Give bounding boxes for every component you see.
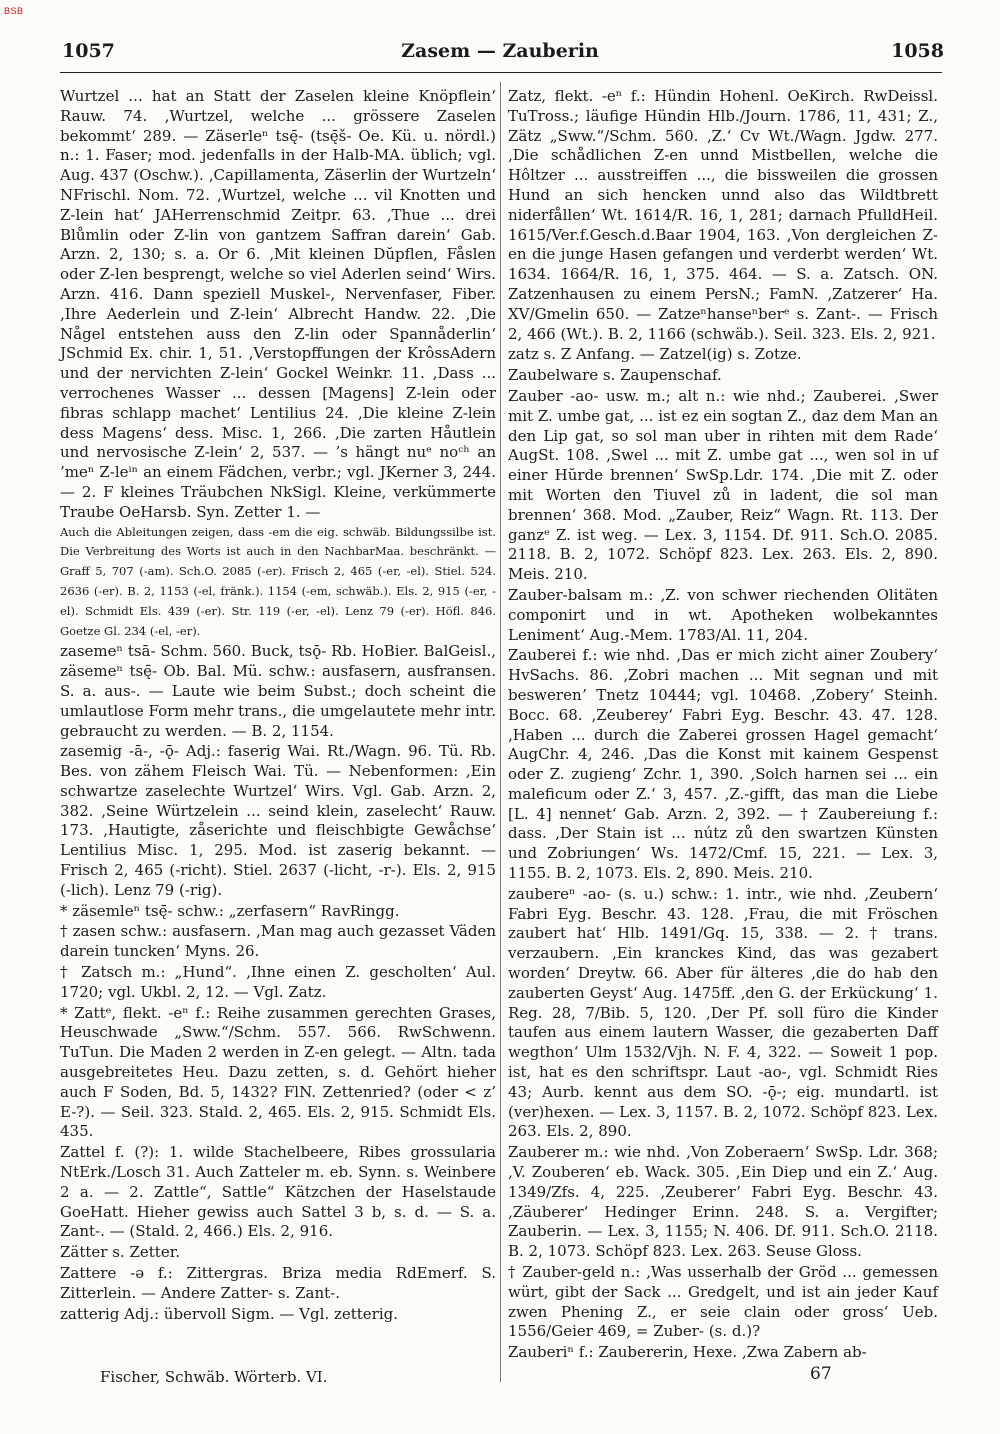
entry-zaserle: Wurtzel ... hat an Statt der Zaselen kleine Knöpflein‘ Rauw. 74. ‚Wurtzel, welche ... grössere Zaselen bekommt‘ 289. — Zäserleⁿ tsę̄- (tsę̄š- Oe. Kü. u. nördl.) n.: 1. Faser; mod. jedenfalls in der Halb-MA. üblich; vgl. Aug. 437 (Oschw.). ‚Capillamenta, Zäserlin der Wurtzeln‘ NFrischl. Nom. 72. ‚Wurtzel, welche ... vil Knotten und Z-lein hat‘ JAHerrenschmid Zeitpr. 63. ‚Thue ... drei Blůmlin oder Z-lin von gantzem Saffran darein‘ Gab. Arzn. 2, 130; s. a. Or 6. ‚Mit kleinen Dŭpflen, Fåslen oder Z-len besprengt, welche so viel Aderlen seind‘ Wirs. Arzn. 416. Dann speziell Muskel-, Nervenfaser, Fiber. ‚Ihre Aederlein und Z-lein‘ Albrecht Handw. 22. ‚Die Någel entstehen auss den Z-lin oder Spannåderlin‘ JSchmid Ex. chir. 1, 51. ‚Verstopffungen der KrôssAdern und der nervichten Z-lein‘ Gockel Weinkr. 11. ‚Dass ... verrochenes Wasser ... dessen [Magens] Z-lein oder fibras schlapp machet‘ Lentilius 24. ‚Die kleine Z-lein dess Magens‘ dess. Misc. 1, 266. ‚Die zarten Håutlein und nervosische Z-lein‘ 2, 537. — ’s hängt nuᵉ noᶜʰ an ’meⁿ Z-leⁱⁿ an einem Fädchen, verbr.; vgl. JKerner 3, 244. — 2. F kleines Träubchen NkSigl. Kleine, verkümmerte Traube OeHarsb. Syn. Zetter 1. — <box>60 87 496 521</box>
library-stamp: BSB <box>4 6 24 16</box>
entry-zauberin: Zauberiⁿ f.: Zaubererin, Hexe. ‚Zwa Zabern ab- <box>508 1343 867 1362</box>
entry-zasen: † zasen schw.: ausfasern. ‚Man mag auch gezasset Väden darein tuncken‘ Myns. 26. <box>60 922 496 961</box>
entry-zattere: Zattere -ə f.: Zittergras. Briza media RdEmerf. S. Zitterlein. — Andere Zatter- s. Zant-. <box>60 1264 496 1302</box>
entry-zasemen: zasemeⁿ tsā- Schm. 560. Buck, tsǭ- Rb. HoBier. BalGeisl., zäsemeⁿ tsę̄- Ob. Bal. Mü. schw.: ausfasern, ausfransen. S. a. aus-. — Laute wie beim Subst.; doch scheint die umlautlose Form mehr trans., die umgelautete mehr intr. gebraucht zu werden. — B. 2, 1154. <box>60 642 496 740</box>
page-number-left: 1057 <box>62 40 115 62</box>
right-column <box>508 86 938 1363</box>
entry-zatte: * Zattᵉ, flekt. -eⁿ f.: Reihe zusammen gerechten Grases, Heuschwade „Sww.“/Schm. 557. 566. RwSchwenn. TuTun. Die Maden 2 werden in Z-en gelegt. — Altn. tada ausgebreitetes Heu. Dazu zetten, s. d. Gehört hieher auch F Soden, Bd. 5, 1432? FlN. Zettenried? (oder < z’ E-?). — Seil. 323. Stald. 2, 465. Els. 2, 915. Schmidt Els. 435. <box>60 1003 496 1141</box>
signature-line: Fischer, Schwäb. Wörterb. VI. <box>100 1368 328 1386</box>
left-column <box>60 86 496 1324</box>
running-title: Zasem — Zauberin <box>401 40 599 62</box>
entry-zauberer: Zauberer m.: wie nhd. ‚Von Zoberaern‘ SwSp. Ldr. 368; ‚V. Zouberen‘ eb. Wack. 305. ‚Ein Diep und ein Z.‘ Aug. 1349/Zfs. 4, 225. ‚Zeubererʼ Fabri Eyg. Beschr. 43. ‚Zäuberer‘ Hedinger Erinn. 248. S. a. Vergifter; Zauberin. — Lex. 3, 1155; N. 406. Df. 911. Sch.O. 2118. B. 2, 1073. Schöpf 823. Lex. 263. Seuse Gloss. <box>508 1143 938 1261</box>
entry-zauber-balsam: Zauber-balsam m.: ‚Z. von schwer riechenden Olitäten componirt und in wt. Apotheken wolbekanntes Leniment‘ Aug.-Mem. 1783/Al. 11, 204. <box>508 585 938 644</box>
sheet-number: 67 <box>810 1364 832 1384</box>
entry-zatz-ref: zatz s. Z Anfang. — Zatzel(ig) s. Zotze. <box>508 345 802 364</box>
note-zaserle: Auch die Ableitungen zeigen, dass -em die eig. schwäb. Bildungssilbe ist. Die Verbreitung des Worts ist auch in den NachbarMaa. beschränkt. — Graff 5, 707 (-am). Sch.O. 2085 (-er). Frisch 2, 465 (-er, -el). Stiel. 524. 2636 (-er). B. 2, 1153 (-el, fränk.). 1154 (-em, schwäb.). Els. 2, 915 (-er, -el). Schmidt Els. 439 (-er). Str. 119 (-er, -el). Lenz 79 (-er). Höfl. 846. Goetze Gl. 234 (-el, -er). <box>60 524 496 638</box>
entry-zauber-geld: † Zauber-geld n.: ‚Was usserhalb der Gröd ... gemessen würt, gibt der Sack ... Gredgelt, und ist ain jeder Kauf zwen Phening Z., er seie clain oder gross‘ Ueb. 1556/Geier 469, = Zuber- (s. d.)? <box>508 1263 938 1341</box>
page-number-right: 1058 <box>891 40 944 62</box>
entry-zatterig: zatterig Adj.: übervoll Sigm. — Vgl. zetterig. <box>60 1304 398 1323</box>
entry-zaetter: Zätter s. Zetter. <box>60 1243 180 1262</box>
entry-zaubern: zaubereⁿ -ao- (s. u.) schw.: 1. intr., wie nhd. ‚Zeubern‘ Fabri Eyg. Beschr. 43. 128. ‚Frau, die mit Fröschen zaubert hat‘ Hlb. 1491/Gq. 15, 338. — 2. † trans. verzaubern. ‚Ein kranckes Kind, das was gezabert worden‘ Dreytw. 66. Aber für älteres ‚die do hab den zauberten Geyst‘ Aug. 1475ff. ‚den G. der Erkückung‘ 1. Reg. 28, 7/Bib. 5, 120. ‚Der Pf. soll füro die Kinder taufen aus einem lautern Wasser, die gezaberten Daff wegthon‘ Ulm 1532/Vjh. N. F. 4, 322. — Soweit 1 pop. ist, hat es den schriftspr. Laut -ao-, vgl. Schmidt Ries 43; Aurb. kennt aus dem SO. -ǭ-; eig. mundartl. ist (ver)hexen. — Lex. 3, 1157. B. 2, 1072. Schöpf 823. Lex. 263. Els. 2, 890. <box>508 884 938 1141</box>
entry-zatsch: † Zatsch m.: „Hund“. ‚Ihne einen Z. gescholten‘ Aul. 1720; vgl. Ukbl. 2, 12. — Vgl. Zatz. <box>60 963 496 1001</box>
entry-zauber: Zauber -ao- usw. m.; alt n.: wie nhd.; Zauberei. ‚Swer mit Z. umbe gat, ... ist ez ein sogtan Z., daz dem Man an den Lip gat, so sol man uber in rihten mit dem Rade‘ AugSt. 108. ‚Swel ... mit Z. umbe gat ..., wen sol in uf einer Hŭrde brennen‘ SwSp.Ldr. 174. ‚Die mit Z. oder mit Worten den Tiuvel zů in ladent, die sol man brennen‘ 368. Mod. „Zauber, Reiz“ Wagn. Rt. 113. Der ganzᵉ Z. ist weg. — Lex. 3, 1154. Df. 911. Sch.O. 2085. 2118. B. 2, 1072. Schöpf 823. Lex. 263. Els. 2, 890. Meis. 210. <box>508 386 938 584</box>
column-divider <box>500 82 501 1382</box>
entry-zauberei: Zauberei f.: wie nhd. ‚Das er mich zicht ainer Zoubery‘ HvSachs. 86. ‚Zobri machen ... Mit segnan und mit beswerenʼ Tnetz 10444; vgl. 10468. ‚Zobery‘ Steinh. Bocc. 68. ‚Zeuberey‘ Fabri Eyg. Beschr. 43. 47. 128. ‚Haben ... durch die Zaberei grossen Hagel gemacht‘ AugChr. 4, 246. ‚Das die Konst mit kainem Gespenst oder Z. zugieng‘ Zchr. 1, 390. ‚Solch harnen sei ... ein maleficum oder Z.‘ 3, 457. ‚Z.-gifft, das man die Liebe [L. 4] nennet‘ Gab. Arzn. 2, 392. — † Zaubereiung f.: dass. ‚Der Stain ist ... nútz zů den swartzen Künsten und Zobriungen‘ Ws. 1472/Cmf. 15, 221. — Lex. 3, 1155. B. 2, 1073. Els. 2, 890. Meis. 210. <box>508 646 938 883</box>
entry-zatz: Zatz, flekt. -eⁿ f.: Hündin Hohenl. OeKirch. RwDeissl. TuTross.; läufige Hündin Hlb./Journ. 1786, 11, 431; Z., Zätz „Sww.“/Schm. 560. ‚Z.‘ Cv Wt./Wagn. Jgdw. 277. ‚Die schådlichen Z-en unnd Mistbellen, welche die Hôltzer ... ausstreiffen ..., die bissweilen die grossen Hund an sich hencken unnd also das Wildtbrett niderfållen‘ Wt. 1614/R. 16, 1, 281; darnach PfulldHeil. 1615/Ver.f.Gesch.d.Baar 1904, 163. ‚Von dergleichen Z-en die junge Hasen gefangen und verderbt werden‘ Wt. 1634. 1664/R. 16, 1, 375. 464. — S. a. Zatsch. ON. Zatzenhausen zu einem PersN.; FamN. ‚Zatzerer‘ Ha. XV/Gmelin 650. — Zatzeⁿhanseⁿberᵉ s. Zant-. — Frisch 2, 466 (Wt.). B. 2, 1166 (schwäb.). Seil. 323. Els. 2, 921. <box>508 87 938 343</box>
entry-zaubelware: Zaubelware s. Zaupenschaf. <box>508 366 722 385</box>
entry-zasemlen: * zäsemleⁿ tsę̄- schw.: „zerfasern“ RavRingg. <box>60 901 400 920</box>
entry-zattel: Zattel f. (?): 1. wilde Stachelbeere, Ribes grossularia NtErk./Losch 31. Auch Zatteler m. eb. Synn. s. Weinbere 2 a. — 2. Zattle“, Sattle“ Kätzchen der Haselstaude GoeHatt. Hieher gewiss auch Sattel 3 b, s. d. — S. a. Zant-. — (Stald. 2, 466.) Els. 2, 916. <box>60 1143 496 1241</box>
entry-zasemig: zasemig -ā-, -ǭ- Adj.: faserig Wai. Rt./Wagn. 96. Tü. Rb. Bes. von zähem Fleisch Wai. Tü. — Nebenformen: ‚Ein schwartze zaselechte Wurtzel‘ Wirs. Vgl. Gab. Arzn. 2, 382. ‚Seine Würtzelein ... seind klein, zaselecht‘ Rauw. 173. ‚Hautigte, zåserichte und fleischbigte Gewåchse‘ Lentilius Misc. 1, 295. Mod. ist zaserig bekannt. — Frisch 2, 465 (-richt). Stiel. 2637 (-licht, -r-). Els. 2, 915 (-lich). Lenz 79 (-rig). <box>60 742 496 899</box>
header-rule <box>60 72 942 73</box>
